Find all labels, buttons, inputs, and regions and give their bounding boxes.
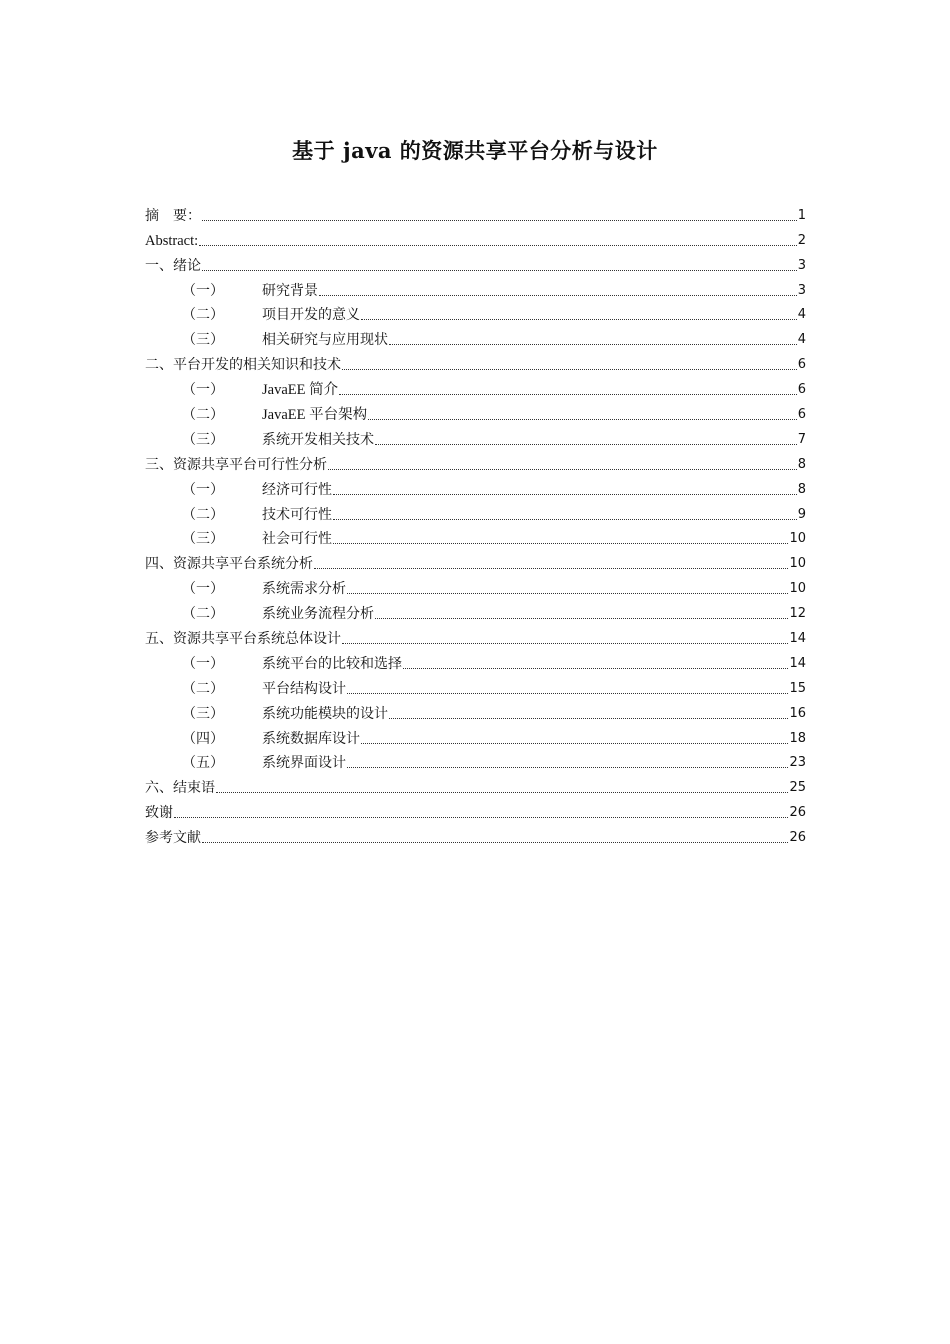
toc-entry-title: Abstract: <box>145 232 199 249</box>
toc-subsection-entry[interactable] <box>145 723 806 748</box>
toc-dot-leader <box>389 334 797 345</box>
toc-section-entry[interactable] <box>145 772 806 797</box>
toc-page-number: 14 <box>789 655 806 671</box>
toc-page-number: 3 <box>797 257 806 273</box>
toc-entry-number: （一） <box>182 282 224 299</box>
toc-subsection-entry[interactable] <box>145 748 806 773</box>
toc-entry-title: 系统业务流程分析 <box>262 606 374 623</box>
toc-subsection-entry[interactable] <box>145 673 806 698</box>
toc-page-number: 7 <box>797 431 806 447</box>
toc-dot-leader <box>202 210 797 221</box>
toc-entry-title: 技术可行性 <box>262 506 332 523</box>
toc-dot-leader <box>361 309 797 320</box>
toc-dot-leader <box>347 583 788 594</box>
toc-page-number: 26 <box>789 830 806 846</box>
document-title: 基于 java 的资源共享平台分析与设计 <box>292 138 658 163</box>
toc-entry-number: （一） <box>182 382 224 399</box>
table-of-contents <box>145 200 806 847</box>
toc-page-number: 25 <box>789 780 806 796</box>
toc-dot-leader <box>347 757 788 768</box>
toc-section-entry[interactable] <box>145 797 806 822</box>
toc-dot-leader <box>342 633 788 644</box>
toc-subsection-entry[interactable] <box>145 374 806 399</box>
toc-subsection-entry[interactable] <box>145 573 806 598</box>
toc-dot-leader <box>328 459 797 470</box>
toc-page-number: 3 <box>797 282 806 298</box>
toc-entry-number: （二） <box>182 606 224 623</box>
toc-page-number: 6 <box>797 382 806 398</box>
toc-entry-title: 系统需求分析 <box>262 581 346 598</box>
toc-page-number: 26 <box>789 805 806 821</box>
toc-entry-title: 三、资源共享平台可行性分析 <box>145 456 327 473</box>
toc-page-number: 16 <box>789 705 806 721</box>
toc-subsection-entry[interactable] <box>145 524 806 549</box>
toc-dot-leader <box>389 708 788 719</box>
toc-page-number: 10 <box>789 581 806 597</box>
toc-entry-title: 二、平台开发的相关知识和技术 <box>145 357 341 374</box>
toc-entry-title: 系统数据库设计 <box>262 730 360 747</box>
toc-entry-number: （二） <box>182 307 224 324</box>
toc-page-number: 18 <box>789 730 806 746</box>
toc-section-entry[interactable] <box>145 822 806 847</box>
toc-entry-number: （三） <box>182 431 224 448</box>
toc-page-number: 12 <box>789 606 806 622</box>
toc-entry-number: （一） <box>182 581 224 598</box>
toc-section-entry[interactable] <box>145 250 806 275</box>
toc-dot-leader <box>368 409 797 420</box>
toc-subsection-entry[interactable] <box>145 399 806 424</box>
toc-entry-title: 研究背景 <box>262 282 318 299</box>
toc-entry-title: JavaEE 平台架构 <box>262 407 368 424</box>
toc-entry-number: （二） <box>182 506 224 523</box>
toc-page-number: 1 <box>797 207 806 223</box>
toc-dot-leader <box>202 832 788 843</box>
toc-dot-leader <box>174 807 788 818</box>
toc-entry-title: 六、结束语 <box>145 780 215 797</box>
toc-entry-title: 一、绪论 <box>145 257 201 274</box>
toc-subsection-entry[interactable] <box>145 474 806 499</box>
toc-section-entry[interactable] <box>145 548 806 573</box>
toc-entry-title: JavaEE 简介 <box>262 382 339 399</box>
toc-subsection-entry[interactable] <box>145 648 806 673</box>
toc-page-number: 2 <box>797 232 806 248</box>
toc-subsection-entry[interactable] <box>145 424 806 449</box>
toc-dot-leader <box>333 509 797 520</box>
toc-subsection-entry[interactable] <box>145 499 806 524</box>
toc-page-number: 4 <box>797 332 806 348</box>
toc-page-number: 10 <box>789 556 806 572</box>
toc-page-number: 14 <box>789 631 806 647</box>
toc-entry-title: 系统界面设计 <box>262 755 346 772</box>
toc-dot-leader <box>314 558 788 569</box>
toc-dot-leader <box>347 683 788 694</box>
toc-page-number: 8 <box>797 481 806 497</box>
toc-section-entry[interactable] <box>145 200 806 225</box>
toc-section-entry[interactable] <box>145 225 806 250</box>
toc-entry-number: （三） <box>182 705 224 722</box>
toc-entry-number: （三） <box>182 332 224 349</box>
toc-entry-number: （二） <box>182 680 224 697</box>
toc-dot-leader <box>202 260 797 271</box>
toc-subsection-entry[interactable] <box>145 300 806 325</box>
toc-dot-leader <box>319 285 797 296</box>
toc-dot-leader <box>199 235 797 246</box>
toc-entry-title: 平台结构设计 <box>262 680 346 697</box>
toc-dot-leader <box>361 733 788 744</box>
toc-subsection-entry[interactable] <box>145 598 806 623</box>
toc-page-number: 8 <box>797 456 806 472</box>
toc-dot-leader <box>333 484 797 495</box>
toc-subsection-entry[interactable] <box>145 275 806 300</box>
toc-dot-leader <box>375 608 788 619</box>
toc-entry-title: 社会可行性 <box>262 531 332 548</box>
toc-entry-number: （五） <box>182 755 224 772</box>
toc-dot-leader <box>216 782 788 793</box>
toc-page-number: 9 <box>797 506 806 522</box>
toc-dot-leader <box>403 658 788 669</box>
toc-entry-title: 四、资源共享平台系统分析 <box>145 556 313 573</box>
toc-entry-title: 相关研究与应用现状 <box>262 332 388 349</box>
toc-page-number: 4 <box>797 307 806 323</box>
toc-section-entry[interactable] <box>145 349 806 374</box>
toc-page-number: 15 <box>789 680 806 696</box>
toc-dot-leader <box>339 384 797 395</box>
toc-subsection-entry[interactable] <box>145 698 806 723</box>
toc-entry-title: 摘 要： <box>145 207 201 224</box>
toc-entry-title: 参考文献 <box>145 830 201 847</box>
toc-section-entry[interactable] <box>145 449 806 474</box>
toc-entry-title: 项目开发的意义 <box>262 307 360 324</box>
toc-entry-title: 致谢 <box>145 805 173 822</box>
toc-entry-number: （一） <box>182 481 224 498</box>
toc-dot-leader <box>342 359 797 370</box>
toc-entry-title: 系统开发相关技术 <box>262 431 374 448</box>
toc-dot-leader <box>333 533 788 544</box>
toc-entry-number: （四） <box>182 730 224 747</box>
toc-entry-number: （三） <box>182 531 224 548</box>
toc-entry-title: 系统功能模块的设计 <box>262 705 388 722</box>
toc-page-number: 10 <box>789 531 806 547</box>
toc-entry-title: 经济可行性 <box>262 481 332 498</box>
toc-entry-title: 五、资源共享平台系统总体设计 <box>145 631 341 648</box>
toc-dot-leader <box>375 434 797 445</box>
toc-page-number: 6 <box>797 357 806 373</box>
toc-entry-title: 系统平台的比较和选择 <box>262 655 402 672</box>
toc-section-entry[interactable] <box>145 623 806 648</box>
toc-page-number: 23 <box>789 755 806 771</box>
toc-subsection-entry[interactable] <box>145 324 806 349</box>
toc-page-number: 6 <box>797 407 806 423</box>
toc-entry-number: （二） <box>182 407 224 424</box>
toc-entry-number: （一） <box>182 655 224 672</box>
